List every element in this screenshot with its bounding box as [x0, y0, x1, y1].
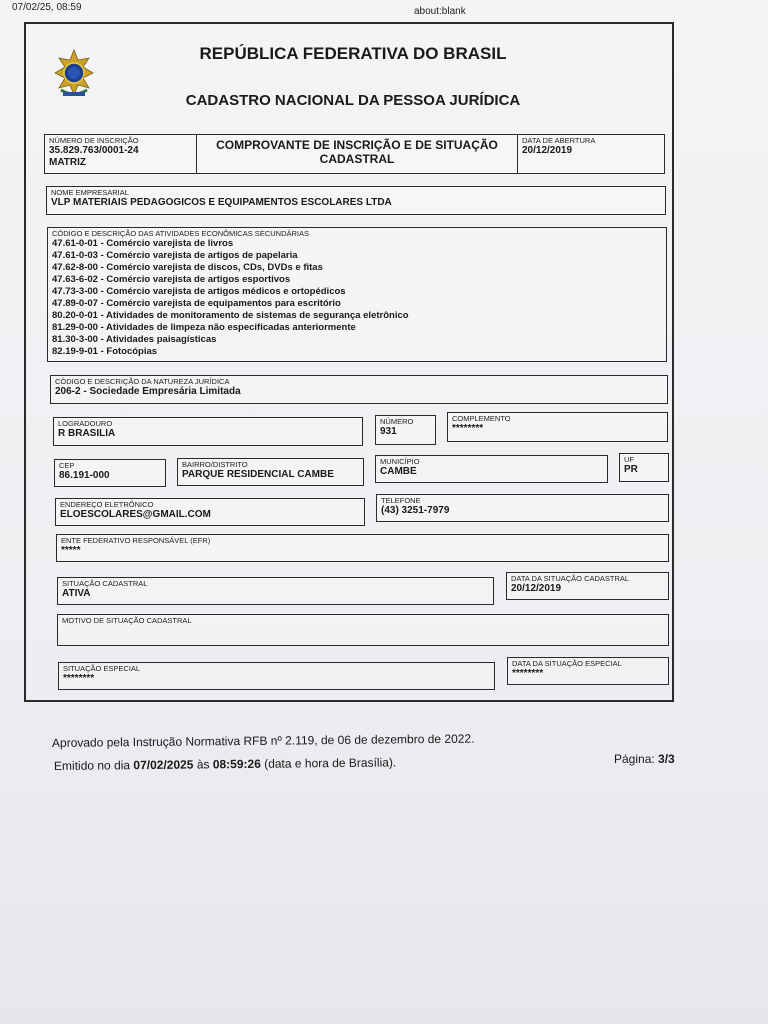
logradouro-box	[53, 417, 363, 446]
atividade-desc: - Comércio varejista de artigos de papelaria	[100, 250, 298, 261]
atividade-code: 47.89-0-07	[52, 298, 98, 309]
footer-pagina-label: Página:	[614, 752, 659, 766]
inscricao-value: 35.829.763/0001-24	[49, 145, 139, 156]
data-situacao-especial-box	[507, 657, 669, 685]
print-url: about:blank	[414, 6, 466, 17]
atividades-label: CÓDIGO E DESCRIÇÃO DAS ATIVIDADES ECONÔMICAS SECUNDÁRIAS	[52, 229, 309, 238]
atividade-row	[48, 262, 666, 274]
municipio-value: CAMBE	[380, 466, 417, 477]
inscricao-label: NÚMERO DE INSCRIÇÃO	[49, 136, 139, 145]
efr-box	[56, 534, 669, 562]
page-title: REPÚBLICA FEDERATIVA DO BRASIL	[199, 44, 507, 63]
logradouro-value: R BRASILIA	[58, 428, 116, 439]
comprovante-title-2: CADASTRAL	[319, 152, 395, 166]
atividade-code: 81.30-3-00	[52, 334, 98, 345]
municipio-box	[375, 455, 608, 483]
atividades-box	[47, 227, 667, 362]
data-situacao-especial-value: ********	[512, 668, 544, 679]
natureza-label: CÓDIGO E DESCRIÇÃO DA NATUREZA JURÍDICA	[55, 377, 230, 386]
atividade-code: 82.19-9-01	[52, 346, 98, 357]
nome-value: VLP MATERIAIS PEDAGOGICOS E EQUIPAMENTOS ESCOLARES LTDA	[51, 197, 392, 208]
cep-value: 86.191-000	[59, 470, 110, 481]
atividade-row	[48, 286, 666, 298]
data-situacao-value: 20/12/2019	[511, 583, 562, 594]
atividade-row	[48, 274, 666, 286]
footer-emitido-prefix: Emitido no dia	[53, 758, 134, 773]
abertura-value: 20/12/2019	[522, 145, 573, 156]
numero-label: NÚMERO	[380, 417, 414, 426]
atividade-row	[48, 238, 666, 250]
situacao-box	[57, 577, 494, 605]
nome-box	[46, 186, 666, 215]
situacao-especial-label: SITUAÇÃO ESPECIAL	[63, 664, 141, 673]
email-box	[55, 498, 365, 526]
footer-emitido-date: 07/02/2025	[133, 757, 194, 773]
abertura-box	[517, 134, 665, 174]
situacao-especial-box	[58, 662, 495, 690]
print-datetime: 07/02/25, 08:59	[12, 2, 82, 13]
atividade-desc: - Atividades de limpeza não especificadas anteriormente	[100, 322, 356, 333]
situacao-label: SITUAÇÃO CADASTRAL	[62, 579, 148, 588]
atividade-row	[48, 322, 666, 334]
motivo-box	[57, 614, 669, 646]
atividade-desc: - Comércio varejista de livros	[100, 238, 234, 249]
uf-value: PR	[624, 464, 638, 475]
inscricao-box	[44, 134, 197, 174]
telefone-label: TELEFONE	[381, 496, 421, 505]
atividade-code: 80.20-0-01	[52, 310, 98, 321]
email-label: ENDEREÇO ELETRÔNICO	[60, 500, 154, 509]
data-situacao-box	[506, 572, 669, 600]
atividade-row	[48, 310, 666, 322]
cep-box	[54, 459, 166, 487]
telefone-box	[376, 494, 669, 522]
bairro-value: PARQUE RESIDENCIAL CAMBE	[182, 469, 334, 480]
footer-emitido-suffix: (data e hora de Brasília).	[260, 755, 397, 771]
telefone-value: (43) 3251-7979	[381, 505, 450, 516]
logradouro-label: LOGRADOURO	[58, 419, 113, 428]
atividade-code: 47.73-3-00	[52, 286, 98, 297]
atividade-desc: - Comércio varejista de artigos esportivos	[100, 274, 291, 285]
atividade-row	[48, 334, 666, 346]
atividade-row	[48, 250, 666, 262]
natureza-box	[50, 375, 668, 404]
comprovante-box	[196, 134, 518, 174]
bairro-box	[177, 458, 364, 486]
data-situacao-label: DATA DA SITUAÇÃO CADASTRAL	[511, 574, 630, 583]
situacao-especial-value: ********	[63, 673, 95, 684]
uf-label: UF	[624, 455, 634, 464]
efr-value: *****	[61, 545, 81, 556]
footer-emitido-mid: às	[193, 757, 213, 772]
efr-label: ENTE FEDERATIVO RESPONSÁVEL (EFR)	[61, 536, 211, 545]
atividade-desc: - Fotocópias	[100, 346, 158, 357]
footer-emitido-time: 08:59:26	[212, 756, 261, 772]
atividade-code: 47.62-8-00	[52, 262, 98, 273]
atividade-desc: - Comércio varejista de discos, CDs, DVDs e fitas	[100, 262, 323, 273]
atividade-desc: - Atividades de monitoramento de sistemas de segurança eletrônico	[100, 310, 409, 321]
footer-emitido	[54, 755, 396, 773]
atividade-desc: - Atividades paisagísticas	[100, 334, 217, 345]
bairro-label: BAIRRO/DISTRITO	[182, 460, 248, 469]
numero-value: 931	[380, 426, 397, 437]
atividade-row	[48, 346, 666, 358]
atividade-desc: - Comércio varejista de equipamentos para escritório	[100, 298, 341, 309]
inscricao-type: MATRIZ	[49, 157, 87, 168]
atividade-code: 81.29-0-00	[52, 322, 98, 333]
footer-pagina-value: 3/3	[658, 752, 675, 766]
footer-pagina	[614, 752, 675, 766]
nome-label: NOME EMPRESARIAL	[51, 188, 129, 197]
atividade-row	[48, 298, 666, 310]
print-header	[0, 0, 768, 18]
cep-label: CEP	[59, 461, 75, 470]
comprovante-title-1: COMPROVANTE DE INSCRIÇÃO E DE SITUAÇÃO	[216, 138, 498, 152]
atividade-code: 47.61-0-03	[52, 250, 98, 261]
email-value: ELOESCOLARES@GMAIL.COM	[60, 509, 211, 520]
data-situacao-especial-label: DATA DA SITUAÇÃO ESPECIAL	[512, 659, 622, 668]
atividade-code: 47.63-6-02	[52, 274, 98, 285]
complemento-box	[447, 412, 668, 442]
atividade-code: 47.61-0-01	[52, 238, 98, 249]
motivo-label: MOTIVO DE SITUAÇÃO CADASTRAL	[62, 616, 192, 625]
complemento-label: COMPLEMENTO	[452, 414, 511, 423]
uf-box	[619, 453, 669, 482]
atividades-list	[48, 238, 666, 358]
atividade-desc: - Comércio varejista de artigos médicos e ortopédicos	[100, 286, 346, 297]
footer-aprovado: Aprovado pela Instrução Normativa RFB nº 2.119, de 06 de dezembro de 2022.	[51, 731, 475, 750]
complemento-value: ********	[452, 423, 484, 434]
page-subtitle: CADASTRO NACIONAL DA PESSOA JURÍDICA	[185, 92, 521, 109]
situacao-value: ATIVA	[62, 588, 91, 599]
abertura-label: DATA DE ABERTURA	[522, 136, 596, 145]
numero-box	[375, 415, 436, 445]
natureza-value: 206-2 - Sociedade Empresária Limitada	[55, 386, 241, 397]
municipio-label: MUNICÍPIO	[380, 457, 420, 466]
